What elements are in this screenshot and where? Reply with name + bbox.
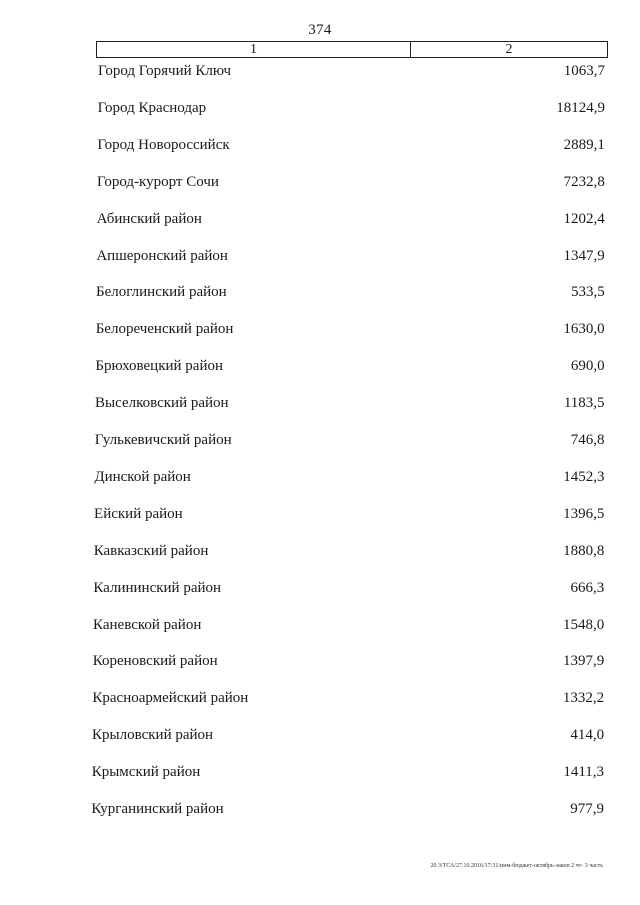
row-value: 1332,2	[562, 690, 605, 707]
row-name: Кореновский район	[92, 653, 218, 670]
footer-note: 20 3/ТСА/27.10.2016/17:31/инм-бюджет-октябрь-закон 2 чт- 3 часть	[430, 863, 603, 869]
row-name: Курганинский район	[91, 801, 224, 817]
row-name: Гулькевичский район	[94, 432, 232, 448]
table-row	[0, 97, 605, 119]
table-row	[0, 355, 605, 377]
row-name: Калининский район	[93, 579, 222, 596]
table-row	[0, 650, 604, 672]
table-row	[0, 577, 604, 599]
row-value: 2889,1	[563, 136, 605, 153]
table-row	[0, 281, 605, 303]
row-name: Кавказский район	[93, 542, 209, 559]
table-row	[0, 687, 604, 709]
row-name: Ейский район	[94, 505, 183, 522]
table-row	[0, 208, 605, 230]
row-value: 1347,9	[563, 247, 605, 264]
row-value: 1411,3	[563, 764, 605, 781]
row-value: 1630,0	[563, 321, 605, 338]
table-row	[0, 318, 605, 340]
table-row	[0, 466, 604, 488]
table-row	[0, 540, 604, 562]
row-value: 666,3	[570, 579, 605, 596]
row-name: Абинский район	[96, 210, 202, 227]
row-value: 977,9	[570, 801, 604, 817]
row-value: 1880,8	[563, 542, 605, 559]
row-value: 1183,5	[563, 395, 605, 412]
row-name: Город Горячий Ключ	[98, 63, 232, 79]
row-value: 746,8	[570, 432, 605, 448]
table-row	[0, 761, 604, 783]
row-value: 1548,0	[563, 616, 605, 633]
table-row	[0, 134, 605, 156]
table-row	[0, 392, 605, 414]
row-value: 1397,9	[562, 653, 605, 670]
row-name: Апшеронский район	[96, 247, 228, 264]
row-name: Белореченский район	[95, 321, 234, 338]
row-value: 1452,3	[563, 468, 605, 485]
table-row	[0, 503, 604, 525]
row-name: Крымский район	[91, 764, 201, 781]
row-name: Крыловский район	[92, 727, 214, 744]
table-header	[96, 41, 608, 58]
row-name: Выселковский район	[95, 395, 229, 412]
table-row	[0, 60, 605, 82]
row-name: Белоглинский район	[96, 284, 227, 301]
row-name: Брюховецкий район	[95, 358, 224, 375]
row-value: 1396,5	[563, 505, 605, 522]
table-header-col1: 1	[97, 42, 411, 57]
row-name: Город Новороссийск	[97, 136, 230, 153]
table-row	[0, 798, 604, 820]
row-name: Город-курорт Сочи	[97, 173, 219, 190]
row-name: Каневской район	[93, 616, 202, 633]
table-row	[0, 614, 604, 636]
page-number: 374	[308, 22, 332, 38]
row-value: 690,0	[570, 358, 605, 375]
table-row	[0, 429, 605, 451]
table-row	[0, 245, 605, 267]
row-value: 7232,8	[563, 173, 605, 190]
table-row	[0, 171, 605, 193]
table-row	[0, 724, 604, 746]
row-name: Город Краснодар	[97, 99, 207, 116]
row-value: 1063,7	[563, 63, 605, 79]
row-value: 18124,9	[556, 99, 605, 116]
row-name: Красноармейский район	[92, 690, 249, 707]
row-name: Динской район	[94, 468, 191, 485]
table-header-col2: 2	[505, 42, 513, 57]
row-value: 414,0	[570, 727, 605, 744]
row-value: 1202,4	[563, 210, 605, 227]
row-value: 533,5	[570, 284, 605, 301]
